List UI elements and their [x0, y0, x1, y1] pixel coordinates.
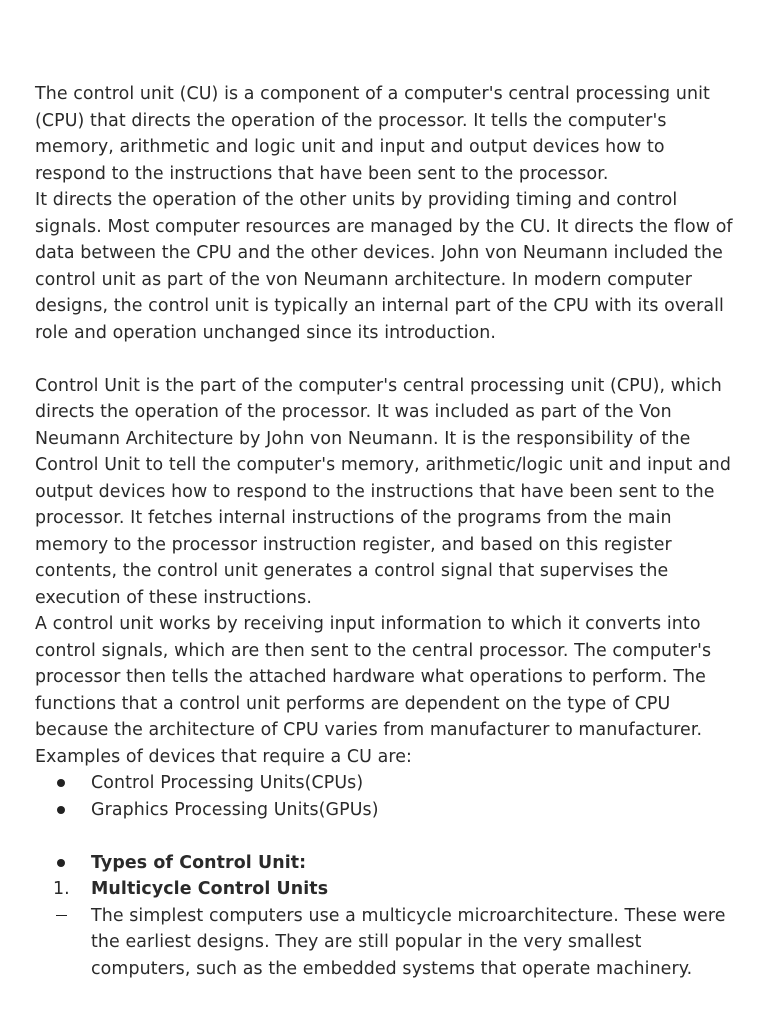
bullet-dot-icon — [57, 859, 65, 867]
paragraph-cu-role: Control Unit is the part of the computer's central processing unit (CPU), which directs the operation of the processor. It was included as part of the Von Neumann Architecture by John von Neumann. It is the responsibility of the Control Unit to tell the computer's memory, arithmetic/logic unit and input and output devices how to respond to the instructions that have been sent to the processor. It fetches internal instructions of the programs from the main memory to the processor instruction register, and based on this register contents, the control unit generates a control signal that supervises the execution of these instructions. — [35, 375, 732, 608]
bullet-dot-icon — [57, 779, 65, 787]
paragraph-examples-intro: Examples of devices that require a CU are: — [35, 746, 413, 767]
numbered-item-label: Multicycle Control Units — [91, 879, 329, 899]
types-heading: Types of Control Unit: — [91, 852, 307, 873]
numbered-item-multicycle — [35, 876, 735, 903]
document-body — [35, 81, 735, 982]
list-spacer — [35, 823, 735, 850]
bullet-item-gpus — [35, 797, 735, 824]
dash-item-multicycle-description — [35, 903, 735, 983]
bullet-item-cpus — [35, 770, 735, 797]
bullet-item-label: Graphics Processing Units(GPUs) — [91, 799, 379, 820]
paragraph-spacer — [35, 346, 735, 373]
dash-marker-icon — [56, 915, 67, 917]
paragraph-cu-definition: The control unit (CU) is a component of a computer's central processing unit (CPU) that directs the operation of the processor. It tells the computer's memory, arithmetic and logic unit and input and output devices how to respond to the instructions that have been sent to the processor. — [35, 84, 710, 184]
bullet-item-label: Control Processing Units(CPUs) — [91, 773, 364, 793]
list-number: 1. — [53, 879, 70, 899]
bullet-dot-icon — [57, 806, 65, 814]
bullet-item-types-heading — [35, 850, 735, 877]
paragraph-cu-operation: It directs the operation of the other units by providing timing and control signals. Most computer resources are managed by the CU. It directs the flow of data between the CPU and the other devices. John von Neumann included the control unit as part of the von Neumann architecture. In modern computer designs, the control unit is typically an internal part of the CPU with its overall role and operation unchanged since its introduction. — [35, 190, 733, 343]
paragraph-cu-working: A control unit works by receiving input information to which it converts into control signals, which are then sent to the central processor. The computer's processor then tells the attached hardware what operations to perform. The functions that a control unit performs are dependent on the type of CPU because the architecture of CPU varies from manufacturer to manufacturer. — [35, 614, 712, 740]
multicycle-description: The simplest computers use a multicycle microarchitecture. These were the earliest designs. They are still popular in the very smallest computers, such as the embedded systems that operate machinery. — [91, 905, 726, 979]
